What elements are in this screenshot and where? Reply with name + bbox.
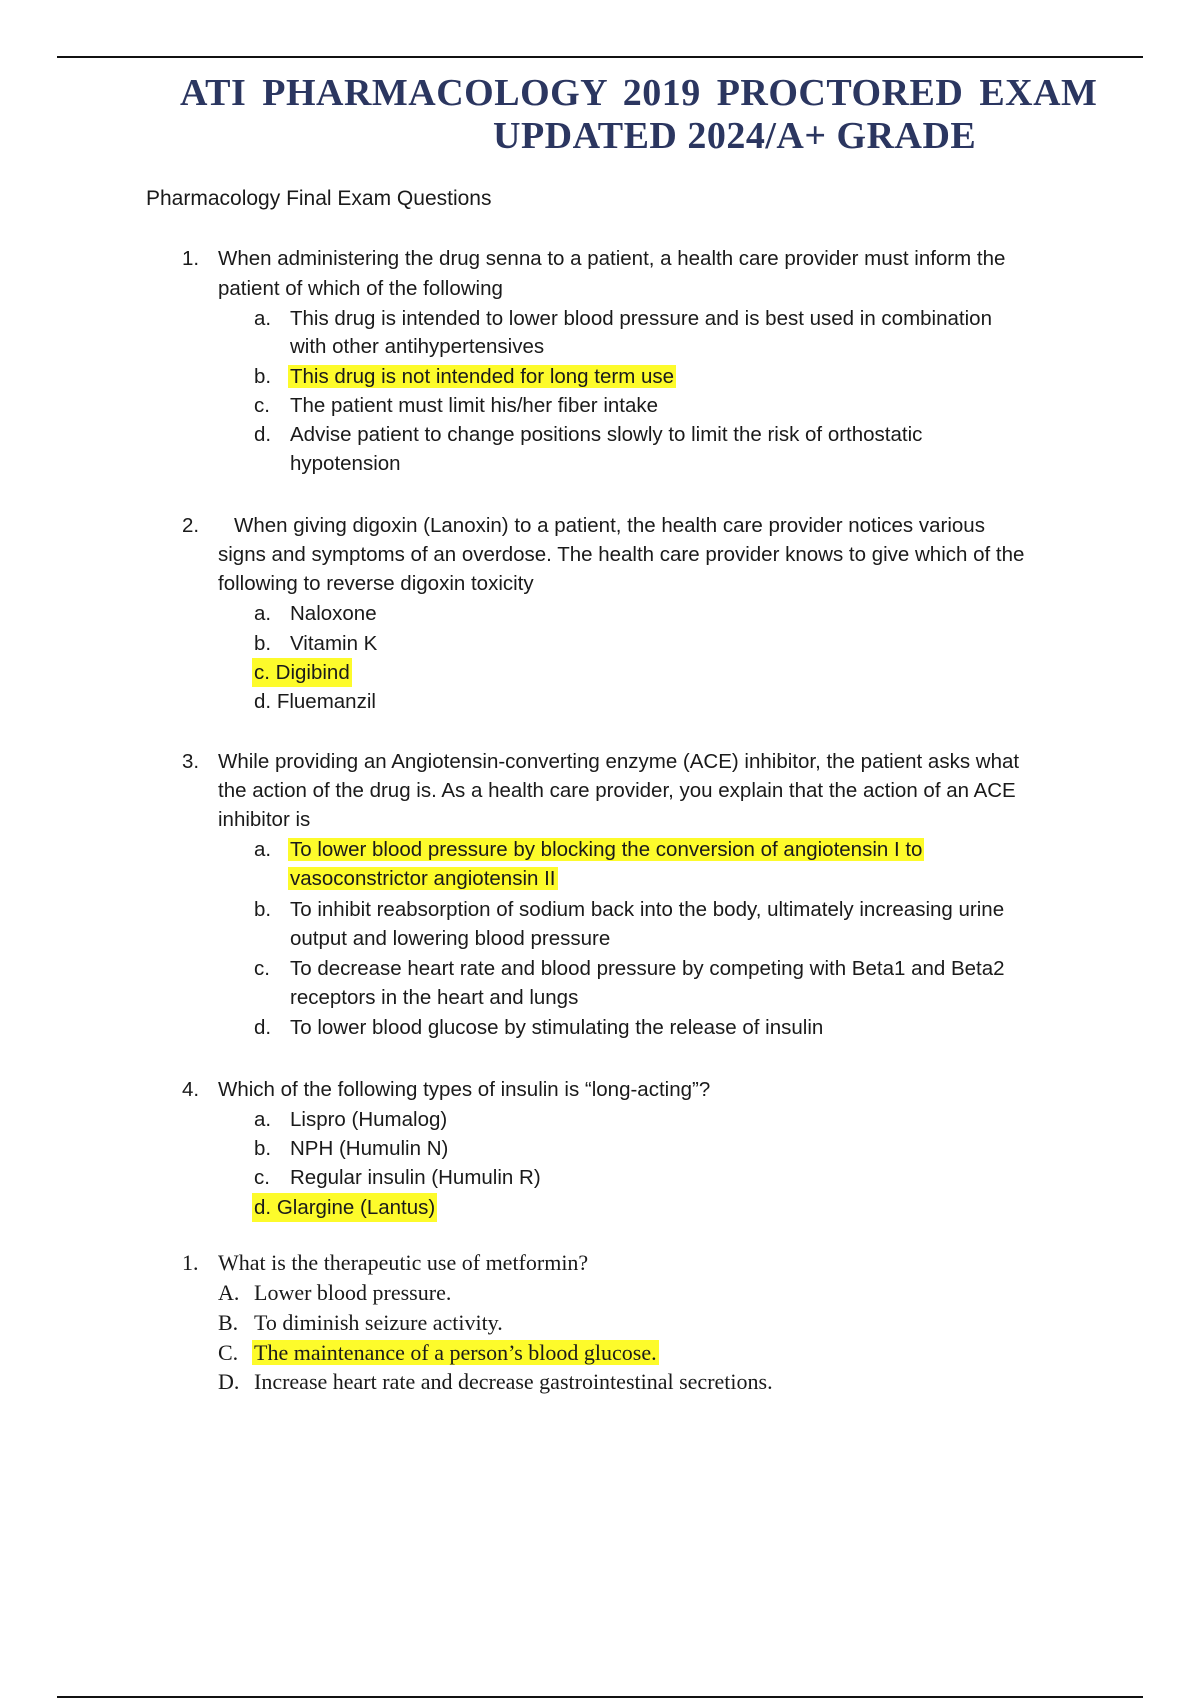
question-text: patient of which of the following (218, 277, 503, 300)
option-label: c. (254, 394, 270, 417)
option-label: b. (254, 1137, 272, 1160)
question-text: While providing an Angiotensin-converting enzyme (ACE) inhibitor, the patient asks what (218, 750, 1020, 773)
option-text: Glargine (Lantus) (276, 1196, 436, 1219)
option-text: Lower blood pressure. (254, 1280, 452, 1305)
option-text: Fluemanzil (276, 690, 376, 713)
option-label: c. (254, 957, 270, 980)
option-label: a. (254, 602, 272, 625)
option-label: b. (254, 898, 272, 921)
option-text: with other antihypertensives (290, 335, 545, 358)
option-text: This drug is intended to lower blood pressure and is best used in combination (290, 307, 992, 330)
top-rule (57, 56, 1143, 58)
bottom-rule (57, 1696, 1143, 1698)
option-text: hypotension (290, 452, 401, 475)
option-text: Increase heart rate and decrease gastrointestinal secretions. (254, 1369, 773, 1394)
option-label: a. (254, 1108, 272, 1131)
question-number: 1. (182, 247, 200, 270)
option-label: d. (254, 690, 272, 713)
option-text: The patient must limit his/her fiber intake (290, 394, 659, 417)
correct-answer-highlight: The maintenance of a person’s blood glucose. (254, 1340, 657, 1365)
option-text: To inhibit reabsorption of sodium back into the body, ultimately increasing urine (290, 898, 1005, 921)
title-line-1: ATI PHARMACOLOGY 2019 PROCTORED EXAM (180, 72, 1098, 114)
option-label: B. (218, 1310, 239, 1335)
option-text: Advise patient to change positions slowly to limit the risk of orthostatic (290, 423, 923, 446)
question-text: Which of the following types of insulin is “long-acting”? (218, 1078, 711, 1101)
option-text: output and lowering blood pressure (290, 927, 611, 950)
option-text: receptors in the heart and lungs (290, 986, 579, 1009)
option-text: To diminish seizure activity. (254, 1310, 503, 1335)
correct-answer-highlight: vasoconstrictor angiotensin II (290, 867, 556, 890)
question-text: following to reverse digoxin toxicity (218, 572, 534, 595)
subtitle: Pharmacology Final Exam Questions (146, 187, 492, 210)
option-label: b. (254, 632, 272, 655)
option-label: c. (254, 661, 270, 684)
correct-answer-highlight (252, 658, 352, 687)
option-text: Digibind (275, 661, 350, 684)
option-label: A. (218, 1280, 240, 1305)
option-label: D. (218, 1369, 240, 1394)
question-number: 3. (182, 750, 200, 773)
option-text: Naloxone (290, 602, 377, 625)
question-text: What is the therapeutic use of metformin? (218, 1250, 589, 1275)
question-text: signs and symptoms of an overdose. The health care provider knows to give which of the (218, 543, 1025, 566)
option-text: Regular insulin (Humulin R) (290, 1166, 541, 1189)
option-label: a. (254, 307, 272, 330)
question-text: When giving digoxin (Lanoxin) to a patient, the health care provider notices various (234, 514, 985, 537)
option-text: To decrease heart rate and blood pressure by competing with Beta1 and Beta2 (290, 957, 1005, 980)
correct-answer-highlight (252, 1193, 437, 1222)
title-line-2: UPDATED 2024/A+ GRADE (493, 115, 977, 157)
option-label: C. (218, 1340, 239, 1365)
correct-answer-highlight: This drug is not intended for long term use (290, 365, 675, 388)
question-text: inhibitor is (218, 808, 311, 831)
option-text: Lispro (Humalog) (290, 1108, 448, 1131)
option-label: d. (254, 1196, 272, 1219)
option-text: Vitamin K (290, 632, 378, 655)
question-number: 4. (182, 1078, 200, 1101)
option-row (254, 687, 376, 716)
option-label: d. (254, 423, 272, 446)
correct-answer-highlight: To lower blood pressure by blocking the conversion of angiotensin I to (290, 838, 923, 861)
question-text: When administering the drug senna to a patient, a health care provider must inform the (218, 247, 1006, 270)
question-number: 1. (182, 1250, 199, 1275)
question-text: the action of the drug is. As a health care provider, you explain that the action of an ACE (218, 779, 1016, 802)
option-label: d. (254, 1016, 272, 1039)
option-text: To lower blood glucose by stimulating the release of insulin (290, 1016, 824, 1039)
option-label: a. (254, 838, 272, 861)
option-text: NPH (Humulin N) (290, 1137, 449, 1160)
option-label: b. (254, 365, 272, 388)
question-number: 2. (182, 514, 200, 537)
option-label: c. (254, 1166, 270, 1189)
